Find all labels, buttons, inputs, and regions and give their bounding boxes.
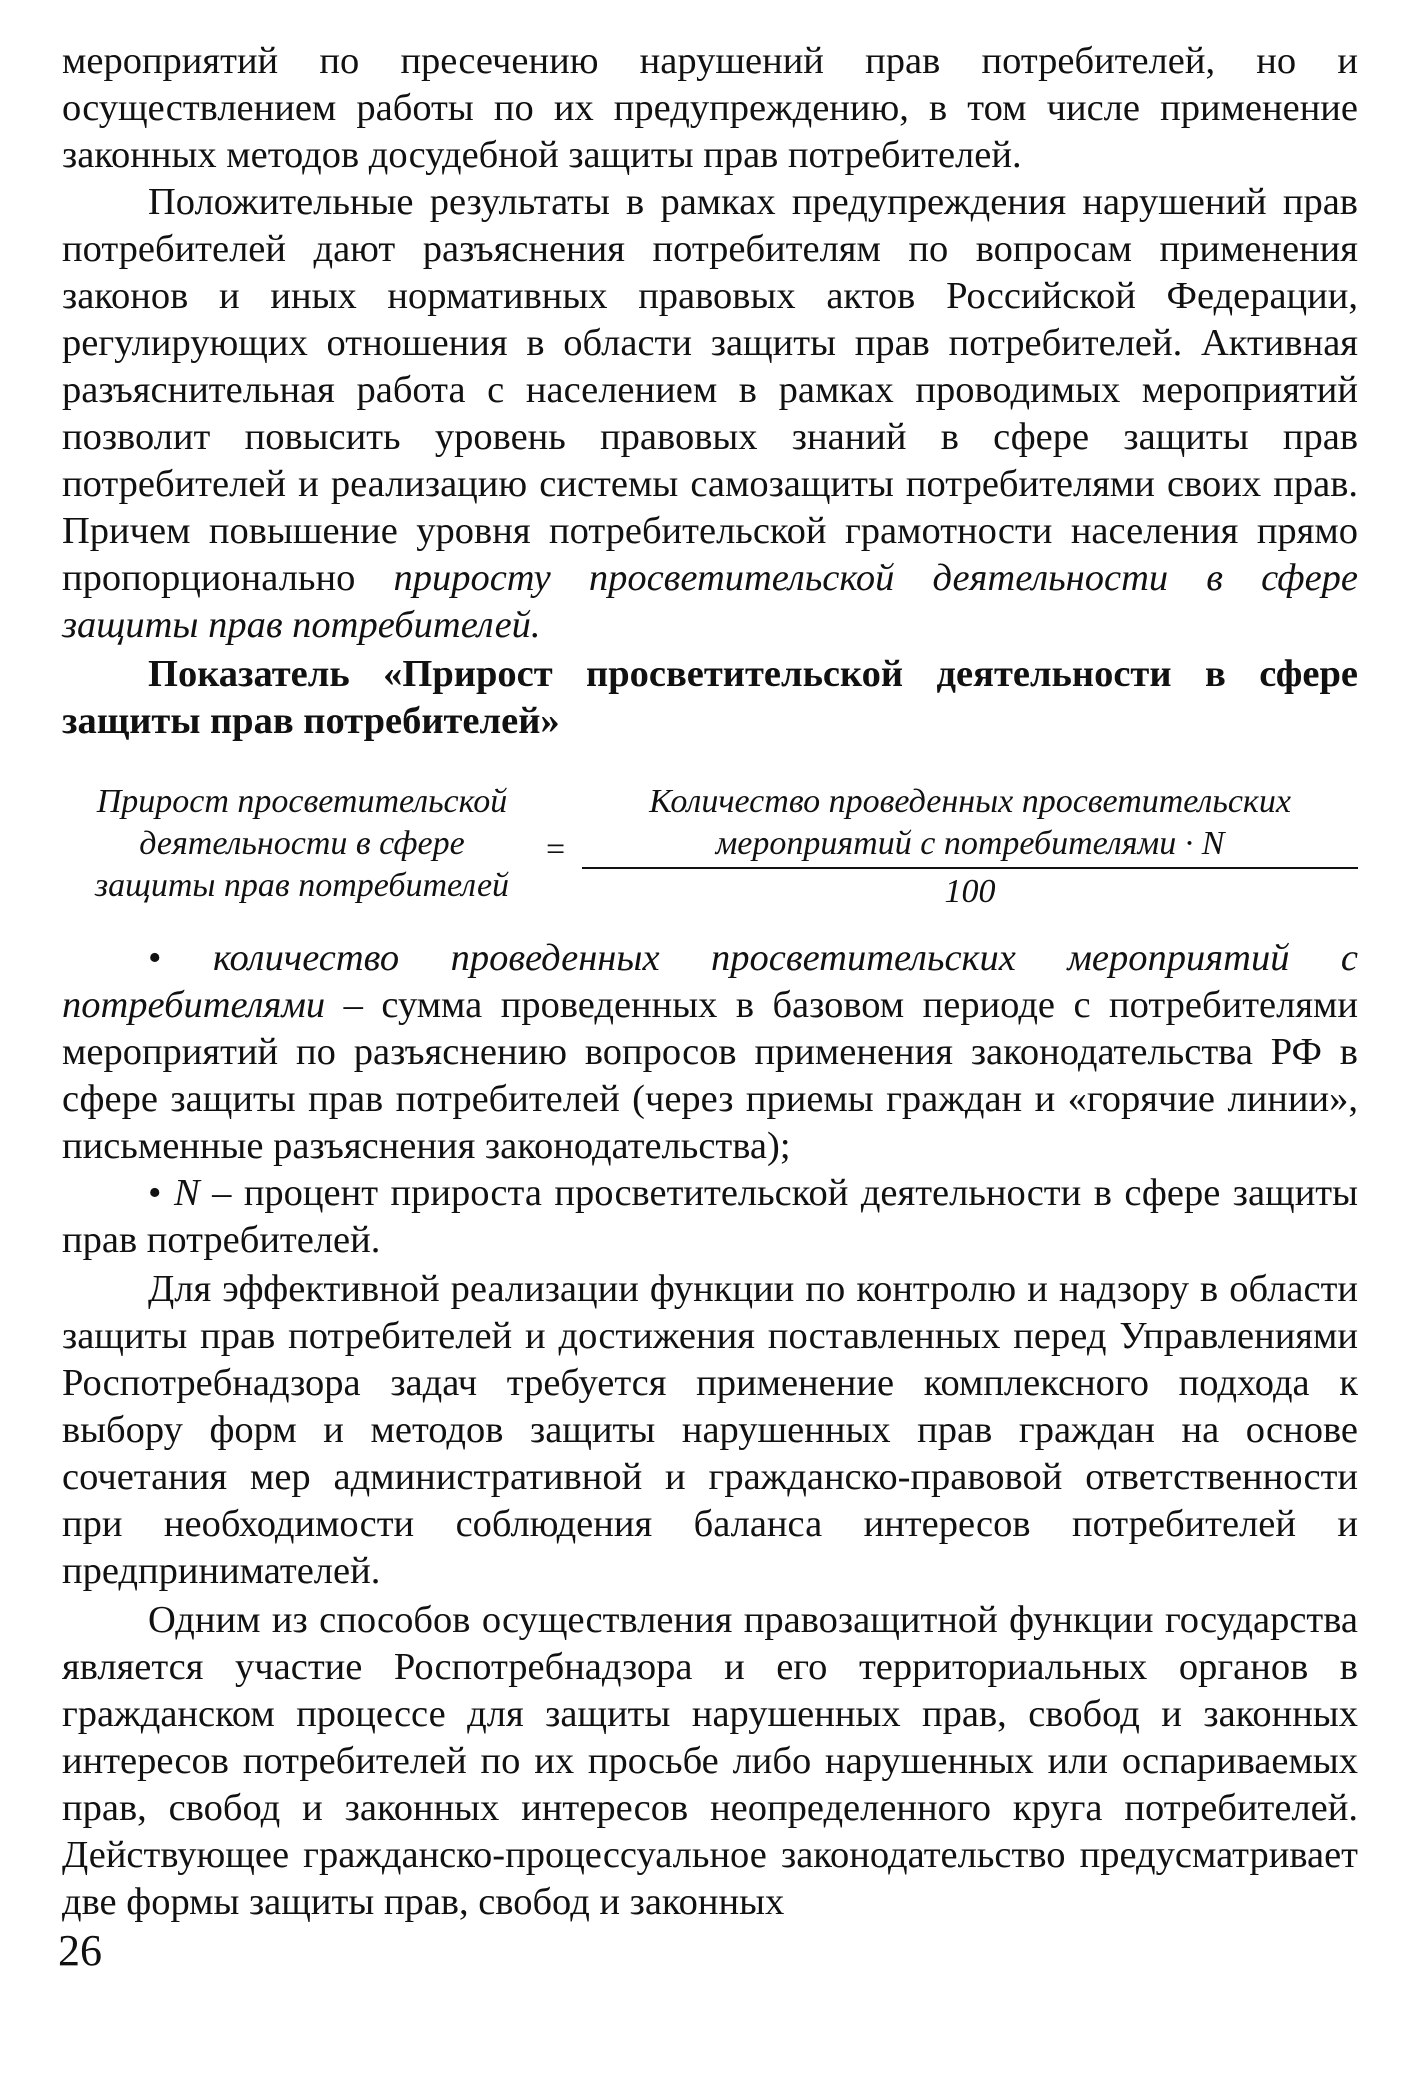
page-number: 26 — [58, 1926, 102, 1975]
bullet-term: N — [173, 1172, 200, 1214]
bullet-item-n — [62, 1170, 1358, 1264]
bullet-text: – сумма проведенных в базовом периоде с потребителями мероприятий по разъяснению вопросов применения законодательства РФ в сфере защиты прав потребителей (через приемы граждан и «горячие линии», письменные разъяснения законодательства); — [62, 984, 1358, 1167]
bullet-item-count — [62, 935, 1358, 1170]
formula-left-line-3: защиты прав потребителей — [94, 867, 510, 904]
formula-left-side — [62, 781, 542, 907]
paragraph-positive-results-text: Положительные результаты в рамках предупреждения нарушений прав потребителей дают разъяснения потребителям по вопросам применения законов и иных нормативных правовых актов Российской Федерации, регулирующих отношения в области защиты прав потребителей. Активная разъяснительная работа с населением в рамках проводимых мероприятий позволит повысить уровень правовых знаний в сфере защиты прав потребителей и реализацию системы самозащиты потребителями своих прав. Причем повышение уровня потребительской грамотности населения прямо пропорционально — [62, 181, 1358, 599]
formula-left-line-2: деятельности в сфере — [139, 825, 465, 862]
document-page — [62, 38, 1358, 1926]
bullet-dot: • — [148, 937, 162, 979]
formula-equals-sign: = — [546, 831, 566, 868]
formula-left-line-1: Прирост просветительской — [96, 783, 508, 820]
paragraph-state-function: Одним из способов осуществления правозащитной функции государства является участие Роспотребнадзора и его территориальных органов в гражданском процессе для защиты нарушенных прав, свобод и законных интересов потребителей по их просьбе либо нарушенных или оспариваемых прав, свобод и законных интересов неопределенного круга потребителей. Действующее гражданско-процессуальное законодательство предусматривает две формы защиты прав, свобод и законных — [62, 1599, 1358, 1923]
formula-numerator-line-1: Количество проведенных просветительских — [649, 783, 1291, 820]
paragraph-continuation: мероприятий по пресечению нарушений прав потребителей, но и осуществлением работы по их предупреждению, в том числе применение законных методов досудебной защиты прав потребителей. — [62, 40, 1358, 176]
bullet-dot: • — [148, 1172, 162, 1214]
paragraph-positive-results — [62, 179, 1358, 649]
formula-fraction — [582, 781, 1358, 913]
bullet-text: – процент прироста просветительской деятельности в сфере защиты прав потребителей. — [62, 1172, 1358, 1261]
formula — [62, 781, 1358, 910]
formula-numerator-line-2: мероприятий с потребителями · N — [582, 823, 1358, 869]
paragraph-positive-results-italic: приросту просветительской деятельности в сфере защиты прав потребителей. — [62, 557, 1358, 646]
paragraph-effective-realization: Для эффективной реализации функции по контролю и надзору в области защиты прав потребителей и достижения поставленных перед Управлениями Роспотребнадзора задач требуется применение комплексного подхода к выбору форм и методов защиты нарушенных прав граждан на основе сочетания мер административной и гражданско-правовой ответственности при необходимости соблюдения баланса интересов потребителей и предпринимателей. — [62, 1268, 1358, 1592]
section-heading: Показатель «Прирост просветительской деятельности в сфере защиты прав потребителей» — [62, 653, 1358, 742]
formula-denominator: 100 — [944, 873, 996, 910]
bullet-term: количество проведенных просветительских мероприятий с потребителями — [62, 937, 1358, 1026]
